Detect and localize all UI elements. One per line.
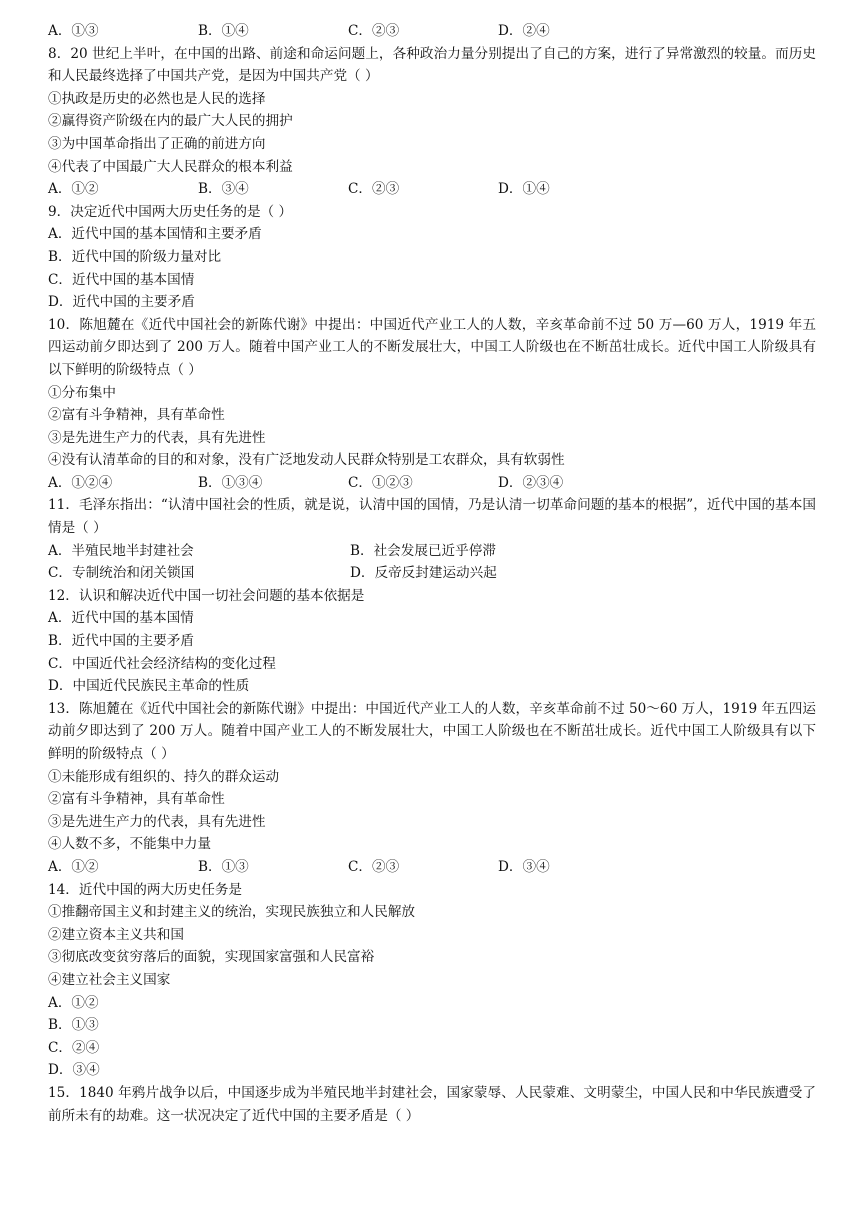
q10-option-c: C．①②③ [348, 474, 413, 491]
q10-stem: 10．陈旭麓在《近代中国社会的新陈代谢》中提出：中国近代产业工人的人数，辛亥革命前不过 50 万—60 万人，1919 年五四运动前夕即达到了 200 万人。随着中国产业工人的不断发展壮大，中国工人阶级也在不断茁壮成长。近代中国工人阶级具有以下鲜明的阶级特点（ ） [48, 316, 816, 378]
q8-option-d: D．①④ [498, 181, 550, 198]
q13-option-b: B．①③ [198, 858, 249, 875]
q13-item-3: ③是先进生产力的代表，具有先进性 [48, 813, 266, 830]
q11-stem: 11．毛泽东指出：“认清中国社会的性质，就是说，认清中国的国情，乃是认清一切革命问题的基本的根据”，近代中国的基本国情是（ ） [48, 497, 816, 537]
q13-item-2: ②富有斗争精神，具有革命性 [48, 791, 225, 808]
q13-option-c: C．②③ [348, 858, 400, 875]
q10-item-1: ①分布集中 [48, 384, 116, 401]
q14-item-3: ③彻底改变贫穷落后的面貌，实现国家富强和人民富裕 [48, 949, 375, 966]
q8-stem: 8．20 世纪上半叶，在中国的出路、前途和命运问题上，各种政治力量分别提出了自己的方案，进行了异常激烈的较量。而历史和人民最终选择了中国共产党，是因为中国共产党（ ） [48, 45, 816, 85]
q7-option-d: D．②④ [498, 23, 550, 39]
q9-choice-d: D．近代中国的主要矛盾 [48, 294, 195, 311]
q10-options [48, 472, 816, 495]
q7-options [48, 20, 816, 43]
q8-item-3: ③为中国革命指出了正确的前进方向 [48, 135, 266, 152]
q10-item-3: ③是先进生产力的代表，具有先进性 [48, 429, 266, 446]
q14-choice-b: B．①③ [48, 1017, 99, 1034]
q11-options-row-2 [48, 562, 816, 585]
q9-choice-a: A．近代中国的基本国情和主要矛盾 [48, 226, 262, 243]
q12-stem: 12．认识和解决近代中国一切社会问题的基本依据是 [48, 587, 365, 604]
q10-item-2: ②富有斗争精神，具有革命性 [48, 407, 225, 424]
q9-choice-c: C．近代中国的基本国情 [48, 271, 195, 288]
q13-stem: 13．陈旭麓在《近代中国社会的新陈代谢》中提出：中国近代产业工人的人数，辛亥革命前不过 50～60 万人，1919 年五四运动前夕即达到了 200 万人。随着中国产业工人的不断发展壮大，中国工人阶级也在不断茁壮成长。近代中国工人阶级具有以下鲜明的阶级特点（ ） [48, 700, 816, 762]
q7-option-a: A．①③ [48, 23, 99, 39]
q10-item-4: ④没有认清革命的目的和对象，没有广泛地发动人民群众特别是工农群众，具有软弱性 [48, 452, 565, 469]
q8-option-b: B．③④ [198, 181, 249, 198]
q14-stem: 14．近代中国的两大历史任务是 [48, 881, 243, 898]
q14-item-2: ②建立资本主义共和国 [48, 926, 184, 943]
q9-stem: 9．决定近代中国两大历史任务的是（ ） [48, 203, 293, 220]
q8-option-a: A．①② [48, 181, 99, 198]
q13-option-a: A．①② [48, 858, 99, 875]
q11-option-c: C．专制统治和闭关锁国 [48, 565, 195, 582]
q7-option-b: B．①④ [198, 23, 249, 39]
q11-options-row-1 [48, 540, 816, 563]
q14-item-1: ①推翻帝国主义和封建主义的统治，实现民族独立和人民解放 [48, 904, 416, 921]
q10-option-b: B．①③④ [198, 474, 263, 491]
q8-item-4: ④代表了中国最广大人民群众的根本利益 [48, 158, 293, 175]
q13-item-1: ①未能形成有组织的、持久的群众运动 [48, 768, 280, 785]
q13-option-d: D．③④ [498, 858, 550, 875]
q10-option-d: D．②③④ [498, 474, 564, 491]
q14-choice-d: D．③④ [48, 1062, 100, 1079]
q12-choice-a: A．近代中国的基本国情 [48, 610, 194, 627]
q11-option-a: A．半殖民地半封建社会 [48, 542, 194, 559]
q14-choice-c: C．②④ [48, 1039, 100, 1056]
q9-choice-b: B．近代中国的阶级力量对比 [48, 248, 222, 265]
q12-choice-d: D．中国近代民族民主革命的性质 [48, 678, 250, 695]
q14-item-4: ④建立社会主义国家 [48, 971, 171, 988]
q8-option-c: C．②③ [348, 181, 400, 198]
q8-item-2: ②赢得资产阶级在内的最广大人民的拥护 [48, 113, 293, 130]
q10-option-a: A．①②④ [48, 474, 113, 491]
q12-choice-c: C．中国近代社会经济结构的变化过程 [48, 655, 276, 672]
q8-options [48, 178, 816, 201]
q11-option-b: B．社会发展已近乎停滞 [350, 542, 496, 559]
q11-option-d: D．反帝反封建运动兴起 [350, 565, 497, 582]
exam-page [48, 20, 816, 1127]
q12-choice-b: B．近代中国的主要矛盾 [48, 633, 194, 650]
q7-option-c: C．②③ [348, 23, 400, 39]
q14-choice-a: A．①② [48, 994, 99, 1011]
q8-item-1: ①执政是历史的必然也是人民的选择 [48, 90, 266, 107]
q13-item-4: ④人数不多，不能集中力量 [48, 836, 212, 853]
q15-stem: 15．1840 年鸦片战争以后，中国逐步成为半殖民地半封建社会，国家蒙辱、人民蒙难、文明蒙尘，中国人民和中华民族遭受了前所未有的劫难。这一状况决定了近代中国的主要矛盾是（ ） [48, 1084, 816, 1124]
q13-options [48, 856, 816, 879]
